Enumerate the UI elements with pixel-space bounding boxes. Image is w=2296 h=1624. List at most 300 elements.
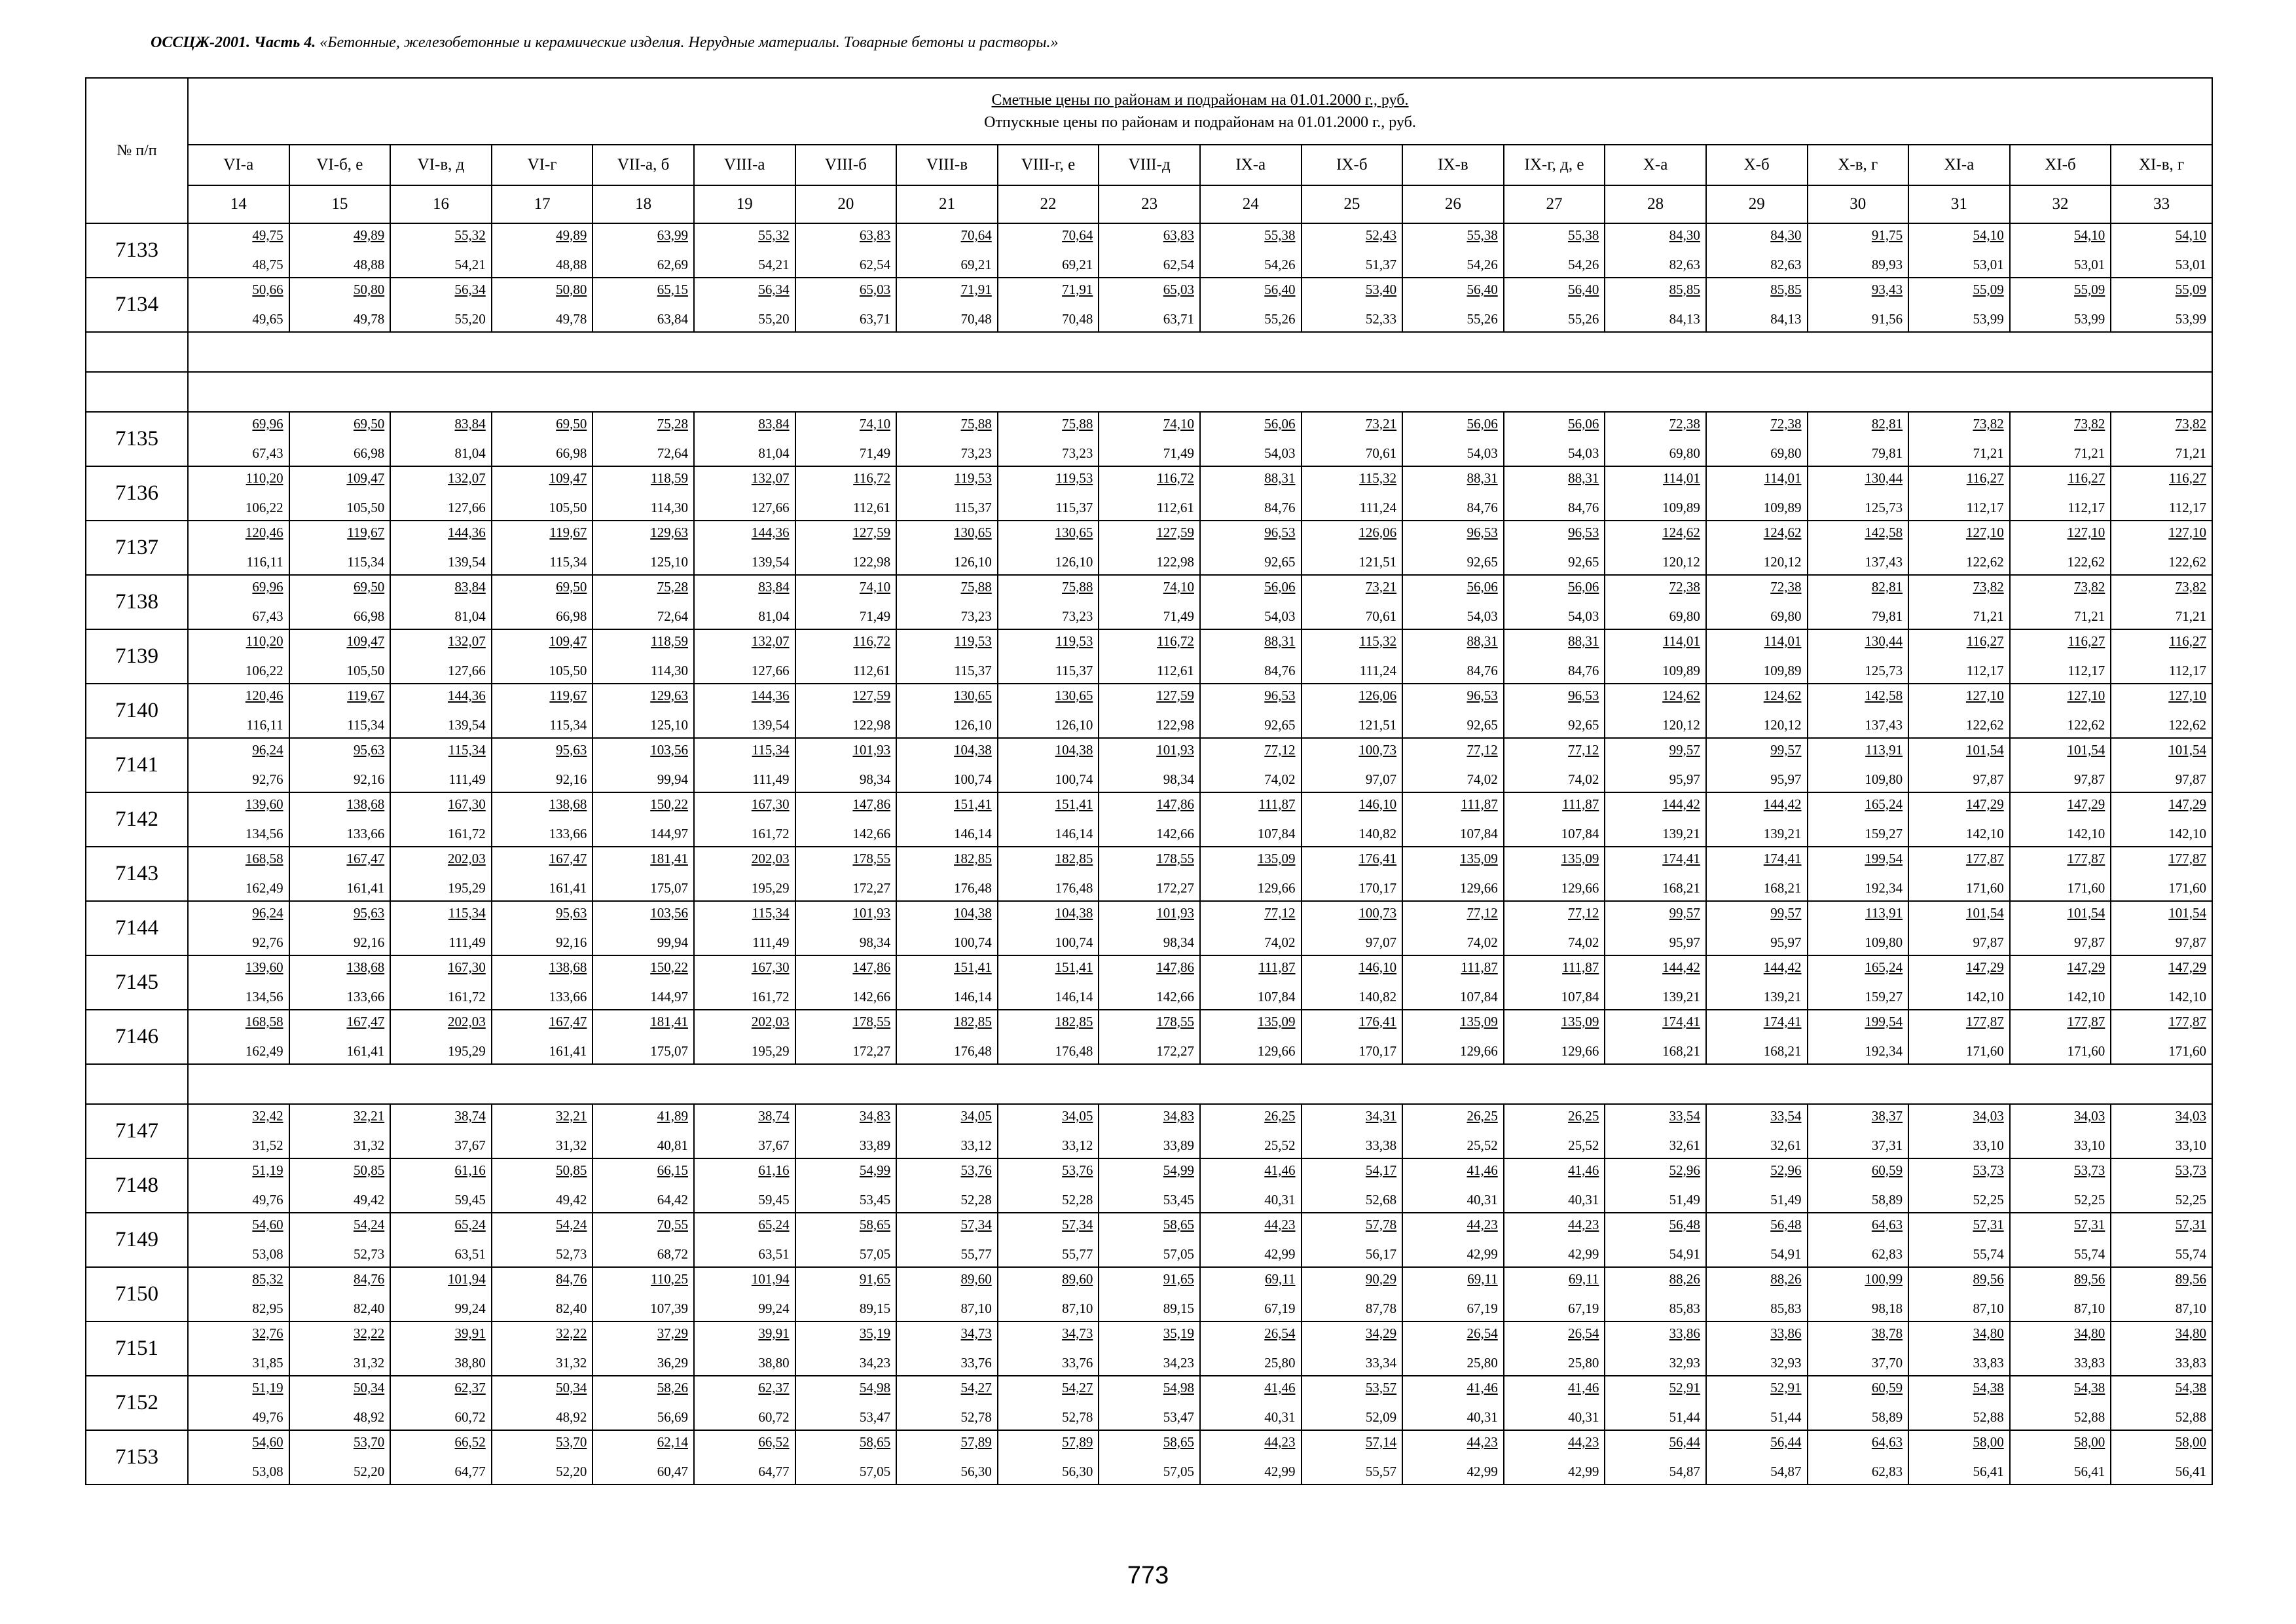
estimate-price: 73,82: [1973, 415, 2004, 432]
price-cell: [1706, 847, 1808, 901]
release-price: 55,26: [1467, 310, 1498, 327]
estimate-price: 146,10: [1358, 796, 1397, 812]
estimate-price: 55,09: [2074, 281, 2105, 297]
release-price: 40,31: [1264, 1409, 1296, 1425]
release-price: 74,02: [1264, 934, 1296, 950]
price-cell: [1302, 412, 1403, 466]
estimate-price: 34,29: [1365, 1325, 1397, 1341]
estimate-price: 115,34: [448, 904, 486, 921]
release-price: 84,76: [1568, 662, 1599, 678]
column-number: 18: [592, 185, 694, 223]
release-price: 97,87: [1973, 771, 2004, 787]
release-price: 48,92: [556, 1409, 587, 1425]
estimate-price: 199,54: [1865, 850, 1903, 866]
release-price: 52,78: [1062, 1409, 1093, 1425]
price-cell: [1706, 412, 1808, 466]
price-cell: [998, 1267, 1099, 1321]
release-price: 144,97: [650, 988, 688, 1005]
price-cell: [998, 738, 1099, 792]
estimate-price: 83,84: [454, 415, 486, 432]
release-price: 55,74: [2074, 1246, 2105, 1262]
release-price: 84,76: [1568, 499, 1599, 515]
release-price: 97,87: [1973, 934, 2004, 950]
column-number: 21: [896, 185, 998, 223]
release-price: 95,97: [1669, 934, 1700, 950]
caption-estimate-prices: Сметные цены по районам и подрайонам на 01.01.2000 г., руб.: [991, 92, 1409, 109]
release-price: 82,95: [252, 1300, 283, 1316]
price-cell: [896, 1430, 998, 1485]
price-cell: [390, 792, 492, 847]
price-cell: [188, 629, 289, 684]
release-price: 97,87: [2074, 934, 2105, 950]
release-price: 112,61: [853, 499, 891, 515]
estimate-price: 116,27: [2169, 470, 2206, 486]
estimate-price: 41,46: [1467, 1162, 1498, 1178]
estimate-price: 127,10: [2168, 687, 2206, 703]
price-cell: [188, 466, 289, 521]
estimate-price: 54,60: [252, 1216, 283, 1232]
price-cell: [694, 223, 795, 278]
price-cell: [289, 1321, 391, 1376]
release-price: 70,61: [1365, 608, 1397, 624]
price-cell: [2111, 1376, 2212, 1430]
table-row: [86, 1376, 2212, 1430]
region-header: X-в, г: [1808, 145, 1909, 185]
release-price: 122,98: [852, 553, 891, 570]
estimate-price: 178,55: [852, 850, 891, 866]
price-cell: [188, 1010, 289, 1064]
estimate-price: 84,76: [556, 1270, 587, 1287]
price-cell: [390, 1213, 492, 1267]
estimate-price: 54,10: [1973, 227, 2004, 243]
price-cell: [188, 1104, 289, 1158]
number-header: № п/п: [86, 78, 188, 223]
estimate-price: 168,58: [245, 850, 283, 866]
release-price: 62,54: [1163, 256, 1194, 272]
release-price: 73,23: [960, 608, 992, 624]
price-cell: [2111, 1321, 2212, 1376]
estimate-price: 56,48: [1770, 1216, 1802, 1232]
estimate-price: 124,62: [1662, 687, 1700, 703]
release-price: 57,05: [1163, 1246, 1194, 1262]
release-price: 49,78: [556, 310, 587, 327]
release-price: 37,70: [1871, 1354, 1903, 1371]
estimate-price: 167,47: [346, 1013, 385, 1029]
release-price: 55,74: [1973, 1246, 2004, 1262]
price-cell: [998, 521, 1099, 575]
release-price: 69,80: [1669, 608, 1700, 624]
price-cell: [592, 792, 694, 847]
price-cell: [1402, 466, 1504, 521]
estimate-price: 57,34: [960, 1216, 992, 1232]
release-price: 122,62: [2168, 553, 2206, 570]
estimate-price: 50,85: [353, 1162, 385, 1178]
price-cell: [1908, 412, 2010, 466]
price-cell: [998, 792, 1099, 847]
price-cell: [1808, 412, 1909, 466]
price-cell: [390, 629, 492, 684]
estimate-price: 73,82: [2074, 578, 2105, 595]
release-price: 159,27: [1865, 825, 1903, 841]
price-cell: [1808, 738, 1909, 792]
price-cell: [1099, 278, 1200, 332]
price-cell: [1200, 1010, 1302, 1064]
estimate-price: 135,09: [1257, 1013, 1296, 1029]
price-cell: [2010, 955, 2111, 1010]
estimate-price: 119,53: [1055, 633, 1093, 649]
estimate-price: 89,56: [2074, 1270, 2105, 1287]
estimate-price: 177,87: [1965, 850, 2004, 866]
release-price: 71,21: [2175, 445, 2206, 461]
release-price: 195,29: [448, 1043, 486, 1059]
release-price: 74,02: [1568, 771, 1599, 787]
estimate-price: 54,10: [2074, 227, 2105, 243]
price-cell: [2111, 1267, 2212, 1321]
price-cell: [2010, 792, 2111, 847]
release-price: 126,10: [1055, 553, 1093, 570]
estimate-price: 54,38: [1973, 1379, 2004, 1395]
estimate-price: 109,47: [346, 633, 385, 649]
estimate-price: 100,73: [1358, 741, 1397, 758]
price-cell: [2010, 1376, 2111, 1430]
price-cell: [795, 575, 897, 629]
price-cell: [1302, 955, 1403, 1010]
price-cell: [289, 847, 391, 901]
price-cell: [795, 412, 897, 466]
release-price: 53,08: [252, 1246, 283, 1262]
release-price: 112,17: [2169, 662, 2206, 678]
estimate-price: 50,34: [556, 1379, 587, 1395]
price-cell: [1099, 847, 1200, 901]
release-price: 74,02: [1467, 771, 1498, 787]
release-price: 192,34: [1865, 879, 1903, 896]
item-code: 7139: [86, 629, 188, 684]
price-cell: [188, 1158, 289, 1213]
price-cell: [694, 1430, 795, 1485]
column-number-row: [86, 185, 2212, 223]
price-cell: [2010, 223, 2111, 278]
price-cell: [1402, 412, 1504, 466]
price-cell: [492, 1267, 593, 1321]
price-cell: [998, 1158, 1099, 1213]
estimate-price: 91,75: [1871, 227, 1903, 243]
release-price: 125,10: [650, 716, 688, 733]
release-price: 139,21: [1763, 988, 1802, 1005]
estimate-price: 116,27: [2068, 633, 2105, 649]
price-cell: [795, 738, 897, 792]
estimate-price: 66,15: [657, 1162, 688, 1178]
estimate-price: 58,26: [657, 1379, 688, 1395]
price-cell: [998, 575, 1099, 629]
price-cell: [1504, 1104, 1605, 1158]
table-row: [86, 278, 2212, 332]
price-cell: [2010, 1267, 2111, 1321]
estimate-price: 77,12: [1467, 741, 1498, 758]
release-price: 168,21: [1763, 1043, 1802, 1059]
estimate-price: 44,23: [1264, 1433, 1296, 1450]
estimate-price: 74,10: [1163, 578, 1194, 595]
release-price: 171,60: [2067, 1043, 2105, 1059]
price-cell: [2111, 847, 2212, 901]
item-code: 7143: [86, 847, 188, 901]
price-cell: [188, 575, 289, 629]
price-cell: [390, 412, 492, 466]
release-price: 31,85: [252, 1354, 283, 1371]
release-price: 105,50: [346, 499, 385, 515]
release-price: 55,26: [1264, 310, 1296, 327]
release-price: 171,60: [1965, 879, 2004, 896]
price-cell: [1706, 738, 1808, 792]
release-price: 69,21: [1062, 256, 1093, 272]
estimate-price: 50,85: [556, 1162, 587, 1178]
price-cell: [2111, 738, 2212, 792]
estimate-price: 57,89: [960, 1433, 992, 1450]
estimate-price: 65,24: [454, 1216, 486, 1232]
price-cell: [1504, 738, 1605, 792]
price-cell: [2010, 575, 2111, 629]
estimate-price: 55,09: [2175, 281, 2206, 297]
estimate-price: 88,26: [1770, 1270, 1802, 1287]
price-cell: [592, 629, 694, 684]
release-price: 49,76: [252, 1409, 283, 1425]
empty-cell: [86, 372, 188, 412]
estimate-price: 167,30: [448, 796, 486, 812]
estimate-price: 176,41: [1358, 850, 1397, 866]
item-code: 7138: [86, 575, 188, 629]
table-row: [86, 466, 2212, 521]
release-price: 87,78: [1365, 1300, 1397, 1316]
release-price: 92,76: [252, 771, 283, 787]
release-price: 67,19: [1264, 1300, 1296, 1316]
estimate-price: 202,03: [448, 850, 486, 866]
price-cell: [1504, 629, 1605, 684]
price-cell: [390, 1104, 492, 1158]
price-cell: [1402, 1267, 1504, 1321]
release-price: 31,32: [556, 1354, 587, 1371]
release-price: 49,78: [353, 310, 385, 327]
price-cell: [1302, 684, 1403, 738]
price-cell: [1706, 466, 1808, 521]
price-cell: [1605, 1376, 1706, 1430]
estimate-price: 147,29: [1965, 959, 2004, 975]
release-price: 120,12: [1662, 716, 1700, 733]
release-price: 25,80: [1467, 1354, 1498, 1371]
estimate-price: 84,76: [353, 1270, 385, 1287]
release-price: 64,77: [454, 1463, 486, 1479]
release-price: 192,34: [1865, 1043, 1903, 1059]
price-cell: [1605, 684, 1706, 738]
release-price: 161,41: [346, 879, 385, 896]
release-price: 53,01: [2175, 256, 2206, 272]
price-cell: [998, 278, 1099, 332]
release-price: 69,80: [1669, 445, 1700, 461]
release-price: 100,74: [954, 934, 992, 950]
table-row: [86, 901, 2212, 955]
release-price: 112,17: [1966, 662, 2004, 678]
estimate-price: 88,31: [1467, 470, 1498, 486]
price-cell: [1302, 466, 1403, 521]
estimate-price: 120,46: [245, 687, 283, 703]
column-number: 22: [998, 185, 1099, 223]
price-cell: [188, 412, 289, 466]
estimate-price: 89,60: [960, 1270, 992, 1287]
price-cell: [2010, 1430, 2111, 1485]
estimate-price: 150,22: [650, 959, 688, 975]
region-header: VII-а, б: [592, 145, 694, 185]
release-price: 126,10: [954, 553, 992, 570]
price-cell: [1908, 521, 2010, 575]
release-price: 115,37: [1055, 499, 1093, 515]
price-cell: [492, 901, 593, 955]
estimate-price: 52,91: [1770, 1379, 1802, 1395]
estimate-price: 116,27: [2169, 633, 2206, 649]
release-price: 92,65: [1467, 716, 1498, 733]
price-cell: [896, 1376, 998, 1430]
price-cell: [1200, 412, 1302, 466]
estimate-price: 73,82: [2175, 415, 2206, 432]
release-price: 92,65: [1264, 553, 1296, 570]
estimate-price: 69,96: [252, 578, 283, 595]
estimate-price: 65,24: [758, 1216, 790, 1232]
release-price: 161,72: [448, 825, 486, 841]
estimate-price: 37,29: [657, 1325, 688, 1341]
release-price: 56,41: [1973, 1463, 2004, 1479]
price-cell: [1302, 901, 1403, 955]
estimate-price: 61,16: [454, 1162, 486, 1178]
price-cell: [1706, 223, 1808, 278]
price-cell: [592, 521, 694, 575]
release-price: 129,66: [1459, 1043, 1498, 1059]
estimate-price: 32,21: [353, 1107, 385, 1124]
region-header: XI-б: [2010, 145, 2111, 185]
estimate-price: 74,10: [859, 415, 891, 432]
price-cell: [1099, 412, 1200, 466]
release-price: 33,12: [960, 1137, 992, 1153]
release-price: 87,10: [1973, 1300, 2004, 1316]
release-price: 142,10: [1965, 988, 2004, 1005]
release-price: 112,17: [2169, 499, 2206, 515]
column-number: 28: [1605, 185, 1706, 223]
price-cell: [492, 466, 593, 521]
price-cell: [1908, 466, 2010, 521]
release-price: 52,20: [556, 1463, 587, 1479]
estimate-price: 39,91: [758, 1325, 790, 1341]
release-price: 37,67: [454, 1137, 486, 1153]
price-cell: [1099, 1158, 1200, 1213]
price-cell: [592, 1430, 694, 1485]
estimate-price: 56,06: [1264, 578, 1296, 595]
release-price: 74,02: [1467, 934, 1498, 950]
release-price: 111,49: [752, 771, 790, 787]
price-cell: [2111, 223, 2212, 278]
release-price: 139,54: [751, 553, 790, 570]
release-price: 71,49: [859, 608, 891, 624]
estimate-price: 77,12: [1467, 904, 1498, 921]
price-cell: [1808, 1104, 1909, 1158]
release-price: 125,73: [1865, 662, 1903, 678]
price-cell: [390, 1158, 492, 1213]
region-header: XI-в, г: [2111, 145, 2212, 185]
price-cell: [492, 223, 593, 278]
estimate-price: 56,44: [1770, 1433, 1802, 1450]
release-price: 139,21: [1662, 825, 1700, 841]
release-price: 122,98: [1156, 716, 1194, 733]
price-cell: [998, 955, 1099, 1010]
item-code: 7142: [86, 792, 188, 847]
price-cell: [1605, 955, 1706, 1010]
estimate-price: 83,84: [758, 578, 790, 595]
estimate-price: 119,53: [954, 470, 992, 486]
release-price: 33,12: [1062, 1137, 1093, 1153]
table-row: [86, 1104, 2212, 1158]
release-price: 115,34: [347, 716, 385, 733]
price-cell: [188, 738, 289, 792]
estimate-price: 62,14: [657, 1433, 688, 1450]
price-cell: [1706, 1267, 1808, 1321]
estimate-price: 74,10: [1163, 415, 1194, 432]
table-body: [86, 78, 2212, 1485]
price-cell: [1402, 629, 1504, 684]
estimate-price: 142,58: [1865, 687, 1903, 703]
estimate-price: 54,38: [2074, 1379, 2105, 1395]
estimate-price: 132,07: [448, 633, 486, 649]
release-price: 74,02: [1264, 771, 1296, 787]
release-price: 62,83: [1871, 1463, 1903, 1479]
price-cell: [492, 955, 593, 1010]
release-price: 54,21: [454, 256, 486, 272]
price-cell: [1808, 575, 1909, 629]
estimate-price: 150,22: [650, 796, 688, 812]
price-cell: [2010, 847, 2111, 901]
release-price: 49,76: [252, 1191, 283, 1208]
release-price: 111,24: [1359, 662, 1397, 678]
price-cell: [289, 466, 391, 521]
price-cell: [694, 412, 795, 466]
price-cell: [1200, 466, 1302, 521]
estimate-price: 82,81: [1871, 578, 1903, 595]
estimate-price: 77,12: [1568, 741, 1599, 758]
release-price: 170,17: [1358, 1043, 1397, 1059]
release-price: 122,98: [1156, 553, 1194, 570]
estimate-price: 50,80: [556, 281, 587, 297]
column-number: 31: [1908, 185, 2010, 223]
release-price: 58,89: [1871, 1191, 1903, 1208]
estimate-price: 127,10: [1965, 524, 2004, 540]
price-cell: [390, 223, 492, 278]
estimate-price: 101,54: [2067, 741, 2105, 758]
item-code: 7145: [86, 955, 188, 1010]
estimate-price: 177,87: [1965, 1013, 2004, 1029]
release-price: 85,83: [1669, 1300, 1700, 1316]
estimate-price: 139,60: [245, 796, 283, 812]
estimate-price: 77,12: [1264, 741, 1296, 758]
release-price: 54,03: [1264, 445, 1296, 461]
estimate-price: 114,01: [1764, 633, 1802, 649]
price-cell: [998, 223, 1099, 278]
estimate-price: 34,80: [1973, 1325, 2004, 1341]
header-title-bold: ОССЦЖ-2001. Часть 4.: [151, 34, 316, 51]
release-price: 84,76: [1264, 499, 1296, 515]
price-cell: [492, 1010, 593, 1064]
estimate-price: 55,38: [1467, 227, 1498, 243]
release-price: 139,54: [751, 716, 790, 733]
estimate-price: 151,41: [1055, 796, 1093, 812]
price-cell: [896, 1104, 998, 1158]
release-price: 172,27: [1156, 879, 1194, 896]
estimate-price: 77,12: [1264, 904, 1296, 921]
price-cell: [2010, 521, 2111, 575]
price-cell: [390, 847, 492, 901]
